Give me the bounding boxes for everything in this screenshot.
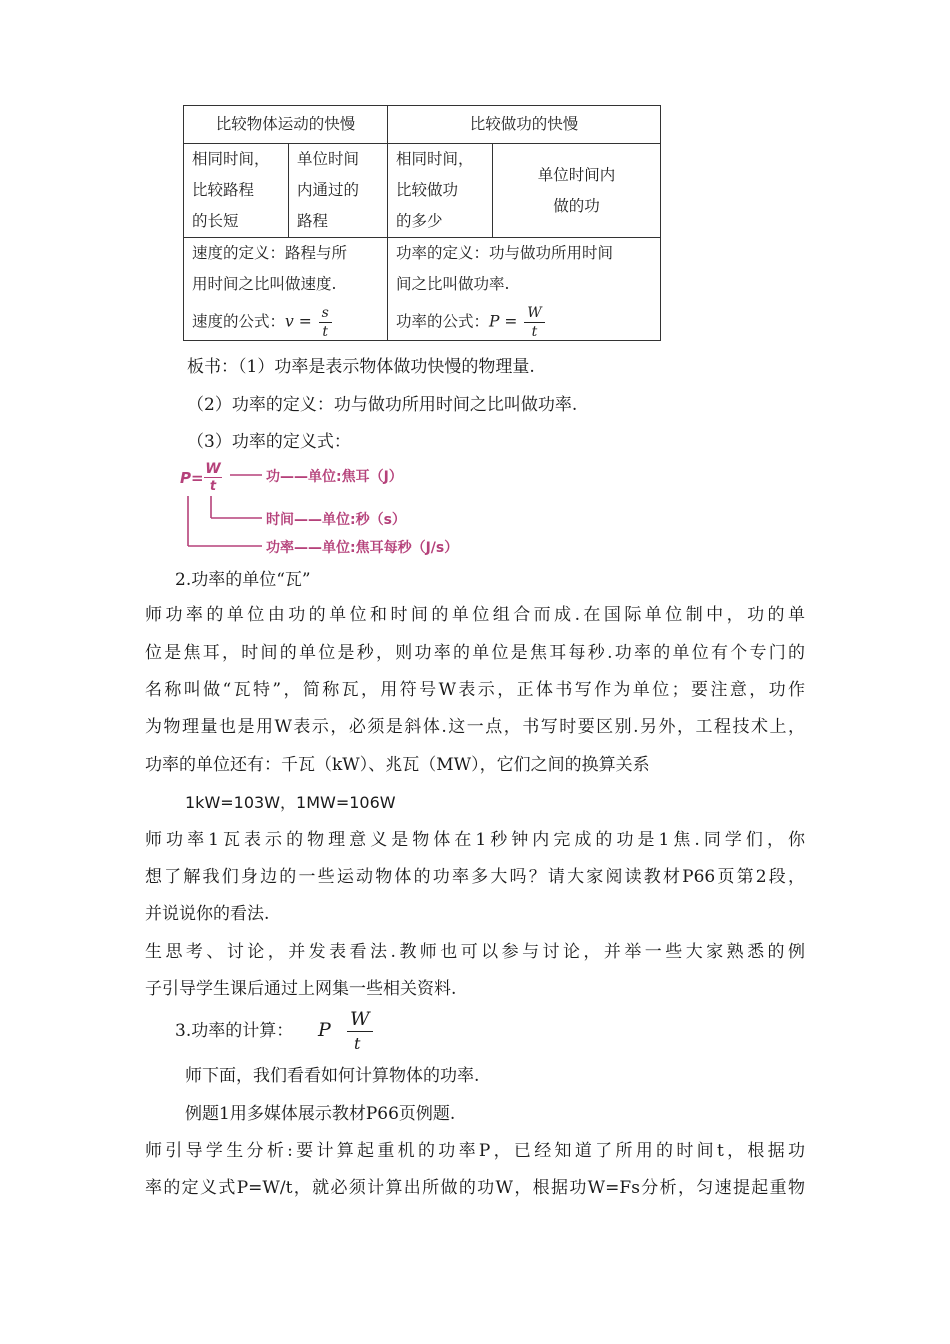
cell-unit-time-distance: 单位时间 内通过的 路程 [289,144,388,238]
para-3-line-1: 生思考、讨论，并发表看法.教师也可以参与讨论，并举一些大家熟悉的例 [145,942,805,962]
para-6-line-2: 率的定义式P=W/t，就必须计算出所做的功W，根据功W=Fs分析，匀速提起重物 [145,1178,805,1198]
diagram-p-eq: P= [180,469,204,487]
para-1-line-2: 位是焦耳，时间的单位是秒，则功率的单位是焦耳每秒.功率的单位有个专门的 [145,643,805,663]
speed-fraction: $\frac{s}{t}$ [319,306,332,339]
cell-power-definition: 功率的定义：功与做功所用时间 间之比叫做功率. 功率的公式：P = $\frac{W}{t}$ [388,238,661,341]
cell-unit-time-work: 单位时间内 做的功 [493,144,661,238]
para-1-line-3: 名称叫做“瓦特”，简称瓦，用符号W表示，正体书写作为单位；要注意，功作 [145,680,805,700]
power-formula: 功率的公式：P = $\frac{W}{t}$ [396,306,652,339]
header-speed: 比较物体运动的快慢 [184,106,388,144]
para-1-line-1: 师功率的单位由功的单位和时间的单位组合而成.在国际单位制中，功的单 [145,605,805,625]
blackboard-line-1: 板书：（1）功率是表示物体做功快慢的物理量. [187,357,535,377]
para-1-line-4: 为物理量也是用W表示，必须是斜体.这一点，书写时要区别.另外，工程技术上， [145,717,805,737]
diagram-row-power: 功率——单位:焦耳每秒（J/s） [266,540,459,556]
para-2-line-3: 并说说你的看法. [145,904,270,924]
diagram-numerator: W [205,461,221,477]
para-1-line-5: 功率的单位还有：千瓦（kW）、兆瓦（MW），它们之间的换算关系 [145,755,650,775]
diagram-row-work: 功——单位:焦耳（J） [266,469,403,485]
blackboard-line-2: （2）功率的定义：功与做功所用时间之比叫做功率. [187,395,578,415]
cell-speed-definition: 速度的定义：路程与所 用时间之比叫做速度. 速度的公式：v = $\frac{s}{t}$ [184,238,388,341]
section-3-heading: 3.功率的计算： [175,1021,294,1041]
power-formula-diagram [180,460,510,558]
header-power: 比较做功的快慢 [388,106,661,144]
cell-same-time-work: 相同时间， 比较做功 的多少 [388,144,493,238]
comparison-table [183,105,661,341]
section-3-p: P [318,1019,331,1041]
diagram-denominator: t [209,479,217,494]
para-2-line-2: 想了解我们身边的一些运动物体的功率多大吗？请大家阅读教材P66页第2段， [145,867,805,887]
blackboard-line-3: （3）功率的定义式： [187,432,351,452]
cell-same-time-distance: 相同时间， 比较路程 的长短 [184,144,289,238]
power-fraction: $\frac{W}{t}$ [524,306,544,339]
section-3-numerator: W [347,1007,373,1032]
para-2-line-1: 师功率1瓦表示的物理意义是物体在1秒钟内完成的功是1焦.同学们，你 [145,830,805,850]
para-3-line-2: 子引导学生课后通过上网集一些相关资料. [145,979,457,999]
diagram-row-time: 时间——单位:秒（s） [266,512,406,528]
para-4: 师下面，我们看看如何计算物体的功率. [185,1066,480,1086]
section-2-heading: 2.功率的单位“瓦” [175,570,311,590]
para-6-line-1: 师引导学生分析:要计算起重机的功率P，已经知道了所用的时间t，根据功 [145,1141,805,1161]
speed-formula: 速度的公式：v = $\frac{s}{t}$ [192,306,379,339]
unit-conversion: 1kW=103W，1MW=106W [185,793,396,812]
para-5: 例题1用多媒体展示教材P66页例题. [185,1104,456,1124]
section-3-denominator: t [354,1034,361,1053]
